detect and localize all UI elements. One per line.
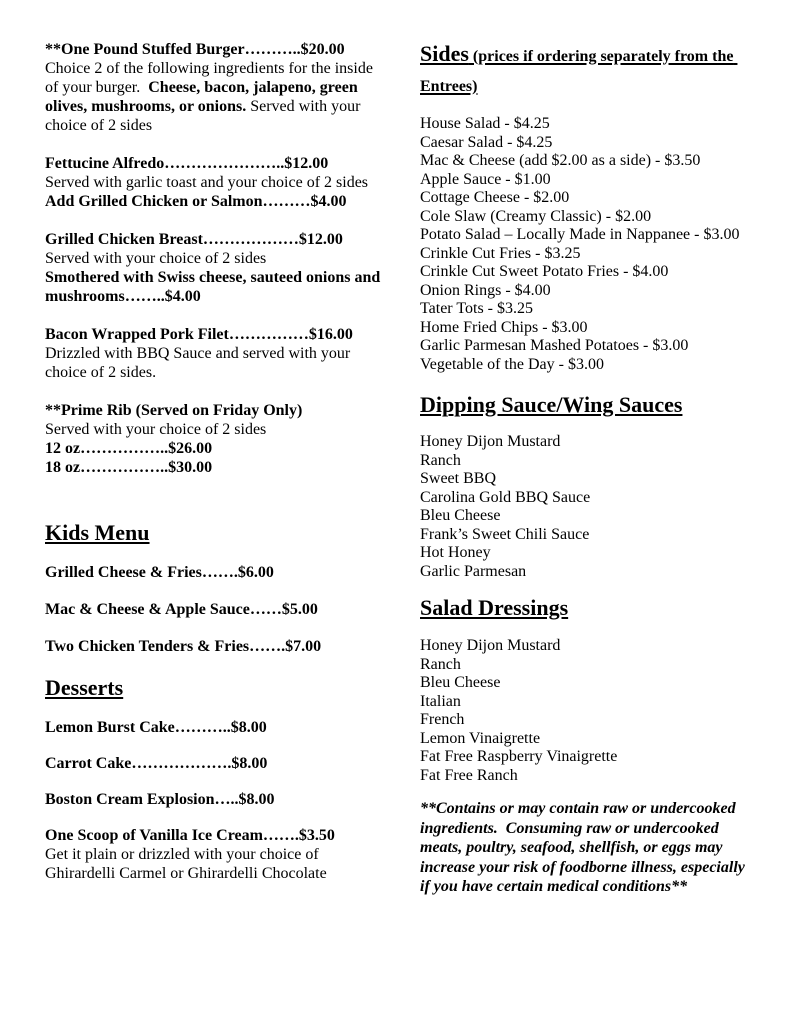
dipping-sauce-item: Ranch: [420, 451, 461, 469]
item-title: **One Pound Stuffed Burger………..$20.00: [45, 41, 345, 58]
side-item: House Salad - $4.25: [420, 115, 550, 132]
right-column: [420, 40, 752, 897]
dessert-item-note: Get it plain or drizzled with your choice of Ghirardelli Carmel or Ghirardelli Chocolate: [45, 846, 327, 882]
side-item: Crinkle Cut Sweet Potato Fries - $4.00: [420, 263, 669, 280]
side-item: Cole Slaw (Creamy Classic) - $2.00: [420, 207, 652, 225]
kids-menu-item: Mac & Cheese & Apple Sauce……$5.00: [45, 601, 318, 618]
side-item: Tater Tots - $3.25: [420, 300, 533, 317]
kids-menu-item: Grilled Cheese & Fries…….$6.00: [45, 564, 274, 581]
menu-item-stuffed-burger: [45, 40, 390, 135]
item-title: **Prime Rib (Served on Friday Only): [45, 402, 303, 419]
dipping-sauce-item: Carolina Gold BBQ Sauce: [420, 488, 591, 506]
item-description-bold-text: Cheese, bacon, jalapeno, green olives, mushrooms, or onions.: [45, 79, 362, 115]
item-description-text: Served with your choice of 2 sides: [45, 98, 365, 134]
salad-dressings-heading: Salad Dressings: [420, 595, 569, 620]
dipping-sauce-item: Garlic Parmesan: [420, 562, 527, 580]
item-description: [45, 59, 390, 135]
dessert-item: One Scoop of Vanilla Ice Cream…….$3.50: [45, 827, 335, 844]
side-item: Apple Sauce - $1.00: [420, 170, 551, 188]
left-column: [45, 40, 390, 883]
side-item: Potato Salad – Locally Made in Nappanee - $3.00: [420, 226, 740, 243]
salad-dressing-item: Italian: [420, 692, 461, 710]
kids-menu-item: Two Chicken Tenders & Fries…….$7.00: [45, 638, 322, 655]
side-item: Mac & Cheese (add $2.00 as a side) - $3.50: [420, 152, 701, 169]
menu-item-grilled-chicken-breast: [45, 230, 390, 306]
side-item: Home Fried Chips - $3.00: [420, 318, 588, 336]
item-addon: Smothered with Swiss cheese, sauteed onions and mushrooms……..$4.00: [45, 269, 385, 305]
dipping-sauce-item: Honey Dijon Mustard: [420, 433, 561, 450]
item-price-12oz: 12 oz……………..$26.00: [45, 440, 213, 457]
dessert-item: Lemon Burst Cake………..$8.00: [45, 719, 267, 736]
side-item: Vegetable of the Day - $3.00: [420, 355, 604, 373]
salad-dressing-item: Ranch: [420, 655, 461, 673]
salad-dressing-item: Fat Free Raspberry Vinaigrette: [420, 748, 618, 765]
salad-dressing-item: Fat Free Ranch: [420, 766, 518, 784]
item-description-text: Choice 2 of the following ingredients for the inside of your burger.: [45, 60, 377, 96]
salad-dressing-item: Lemon Vinaigrette: [420, 729, 541, 747]
item-title: Bacon Wrapped Pork Filet……………$16.00: [45, 326, 353, 343]
item-title: Fettucine Alfredo…………………..$12.00: [45, 155, 329, 172]
kids-menu-heading: Kids Menu: [45, 520, 150, 545]
item-addon: Add Grilled Chicken or Salmon………$4.00: [45, 193, 347, 210]
item-title: Grilled Chicken Breast………………$12.00: [45, 231, 343, 248]
dipping-sauce-item: Bleu Cheese: [420, 507, 501, 524]
dessert-item: Boston Cream Explosion…..$8.00: [45, 791, 275, 808]
side-item: Crinkle Cut Fries - $3.25: [420, 244, 581, 262]
salad-dressing-item: Honey Dijon Mustard: [420, 637, 561, 654]
dipping-sauces-heading: Dipping Sauce/Wing Sauces: [420, 392, 683, 417]
item-description: Served with your choice of 2 sides: [45, 250, 267, 267]
dessert-item: Carrot Cake……………….$8.00: [45, 755, 268, 772]
side-item: Cottage Cheese - $2.00: [420, 189, 570, 206]
item-description: Served with your choice of 2 sides: [45, 421, 267, 438]
side-item: Garlic Parmesan Mashed Potatoes - $3.00: [420, 337, 689, 354]
menu-item-prime-rib: [45, 401, 390, 477]
item-description: Drizzled with BBQ Sauce and served with your choice of 2 sides.: [45, 345, 355, 381]
menu-item-fettucine-alfredo: [45, 154, 390, 211]
sides-heading: [420, 40, 752, 100]
salad-dressing-item: French: [420, 711, 465, 728]
dipping-sauce-item: Sweet BBQ: [420, 470, 496, 487]
item-description: Served with garlic toast and your choice of 2 sides: [45, 174, 369, 191]
side-item: Caesar Salad - $4.25: [420, 133, 553, 151]
menu-item-bacon-wrapped-pork-filet: [45, 325, 390, 382]
dipping-sauce-item: Hot Honey: [420, 544, 491, 561]
item-price-18oz: 18 oz……………..$30.00: [45, 459, 213, 476]
dipping-sauce-item: Frank’s Sweet Chili Sauce: [420, 525, 590, 543]
sides-heading-note: (prices if ordering separately from the Entrees): [420, 48, 738, 95]
desserts-heading: Desserts: [45, 675, 124, 700]
sides-heading-word: Sides: [420, 41, 469, 66]
salad-dressing-item: Bleu Cheese: [420, 674, 501, 691]
allergen-disclaimer: **Contains or may contain raw or undercooked ingredients. Consuming raw or undercooked meats, poultry, seafood, shellfish, or eggs may increase your risk of foodborne illness, especially if you have certain medical conditions**: [420, 800, 749, 895]
side-item: Onion Rings - $4.00: [420, 281, 551, 299]
